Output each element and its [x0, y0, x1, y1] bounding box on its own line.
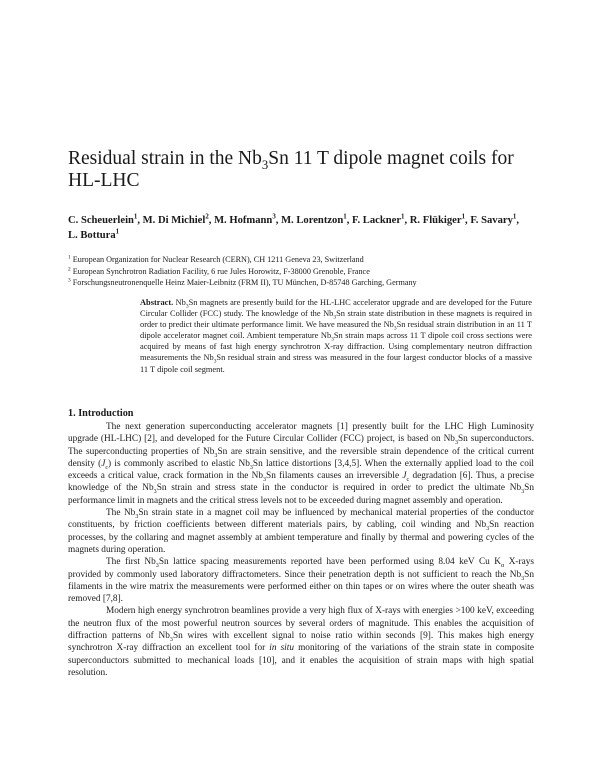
author: C. Scheuerlein$^1$, [68, 213, 143, 226]
author: M. Hofmann$^3$, [214, 213, 282, 226]
author: F. Lackner$^1$, [351, 213, 410, 226]
paragraph: The first $Nb_3Sn$ lattice spacing measurements reported have been performed using 8.04 keV Cu $K_\alpha$ X-rays provided by commonly used laboratory diffractometers. Since their penetration depth is not sufficient to reach the $Nb_3Sn$ filaments in the wire matrix the measurements were performed either on thin tapes or on wires where the outer sheath was removed [7,8]. [68, 557, 534, 605]
affiliation: $^1$ European Organization for Nuclear Research (CERN), CH 1211 Geneva 23, Switzerland [68, 254, 364, 264]
introduction-body [68, 421, 534, 679]
affiliation-list [68, 254, 538, 289]
abstract: Abstract. $Nb_3Sn$ magnets are presently build for the HL-LHC accelerator upgrade and are developed for the Future Circular Collider (FCC) study. The knowledge of the $Nb_3Sn$ strain state distribution in these magnets is required in order to predict their ultimate performance limit. We have measured the $Nb_3Sn$ residual strain distribution in an 11 T dipole accelerator magnet coil. Ambient temperature $Nb_3Sn$ strain maps across 11 T dipole coil cross sections were acquired by means of fast high energy synchrotron X-ray diffraction. Using complementary neutron diffraction measurements the $Nb_3Sn$ residual strain and stress was measured in the four largest conductor blocks of a massive 11 T dipole coil segment. [140, 298, 533, 374]
author-list [68, 213, 538, 243]
paper-title: Residual strain in the $Nb_3Sn$ 11 T dipole magnet coils for HL-LHC [68, 148, 514, 191]
author: M. Lorentzon$^1$, [281, 213, 352, 226]
author: L. Bottura$^1$ [68, 228, 120, 241]
author: F. Savary$^1$, [470, 213, 519, 226]
author: M. Di Michiel$^2$, [142, 213, 215, 226]
section-heading: 1. Introduction [68, 408, 134, 419]
paragraph: Modern high energy synchrotron beamlines provide a very high flux of X-rays with energies >100 keV, exceeding the neutron flux of the most powerful neutron sources by several orders of magnitude. This enables the acquisition of diffraction patterns of $Nb_3Sn$ wires with excellent signal to noise ratio within seconds [9]. This makes high energy synchrotron X-ray diffraction an excellent tool for in situ monitoring of the variations of the strain state in composite superconductors submitted to mechanical loads [10], and it enables the acquisition of strain maps with high spatial resolution. [68, 606, 534, 678]
affiliation: $^2$ European Synchrotron Radiation Facility, 6 rue Jules Horowitz, F-38000 Grenoble, France [68, 265, 370, 276]
author: R. Flükiger$^1$, [409, 213, 471, 226]
affiliation: $^3$ Forschungsneutronenquelle Heinz Maier-Leibnitz (FRM II), TU München, D-85748 Garching, Germany [68, 277, 417, 287]
paragraph: The next generation superconducting accelerator magnets [1] presently built for the LHC High Luminosity upgrade (HL-LHC) [2], and developed for the Future Circular Collider (FCC) project, is based on $Nb_3Sn$ superconductors. The superconducting properties of $Nb_3Sn$ are strain sensitive, and the reversible strain dependence of the critical current density $(J_c)$ is commonly ascribed to elastic $Nb_3Sn$ lattice distortions [3,4,5]. When the externally applied load to the coil exceeds a critical value, crack formation in the $Nb_3Sn$ filaments causes an irreversible $J_c$ degradation [6]. Thus, a precise knowledge of the $Nb_3Sn$ strain and stress state in the conductor is required in order to predict the ultimate $Nb_3Sn$ performance limit in magnets and the critical stress levels not to be exceeded during magnet assembly and operation. [68, 422, 535, 506]
abstract-label: Abstract. [140, 298, 174, 307]
paragraph: The $Nb_3Sn$ strain state in a magnet coil may be influenced by mechanical material properties of the conductor constituents, by friction coefficients between different materials pairs, by cabling, coil winding and $Nb_3Sn$ reaction processes, by the collaring and magnet assembly at ambient temperature and finally by thermal and powering cycles of the magnets during operation. [68, 508, 535, 555]
